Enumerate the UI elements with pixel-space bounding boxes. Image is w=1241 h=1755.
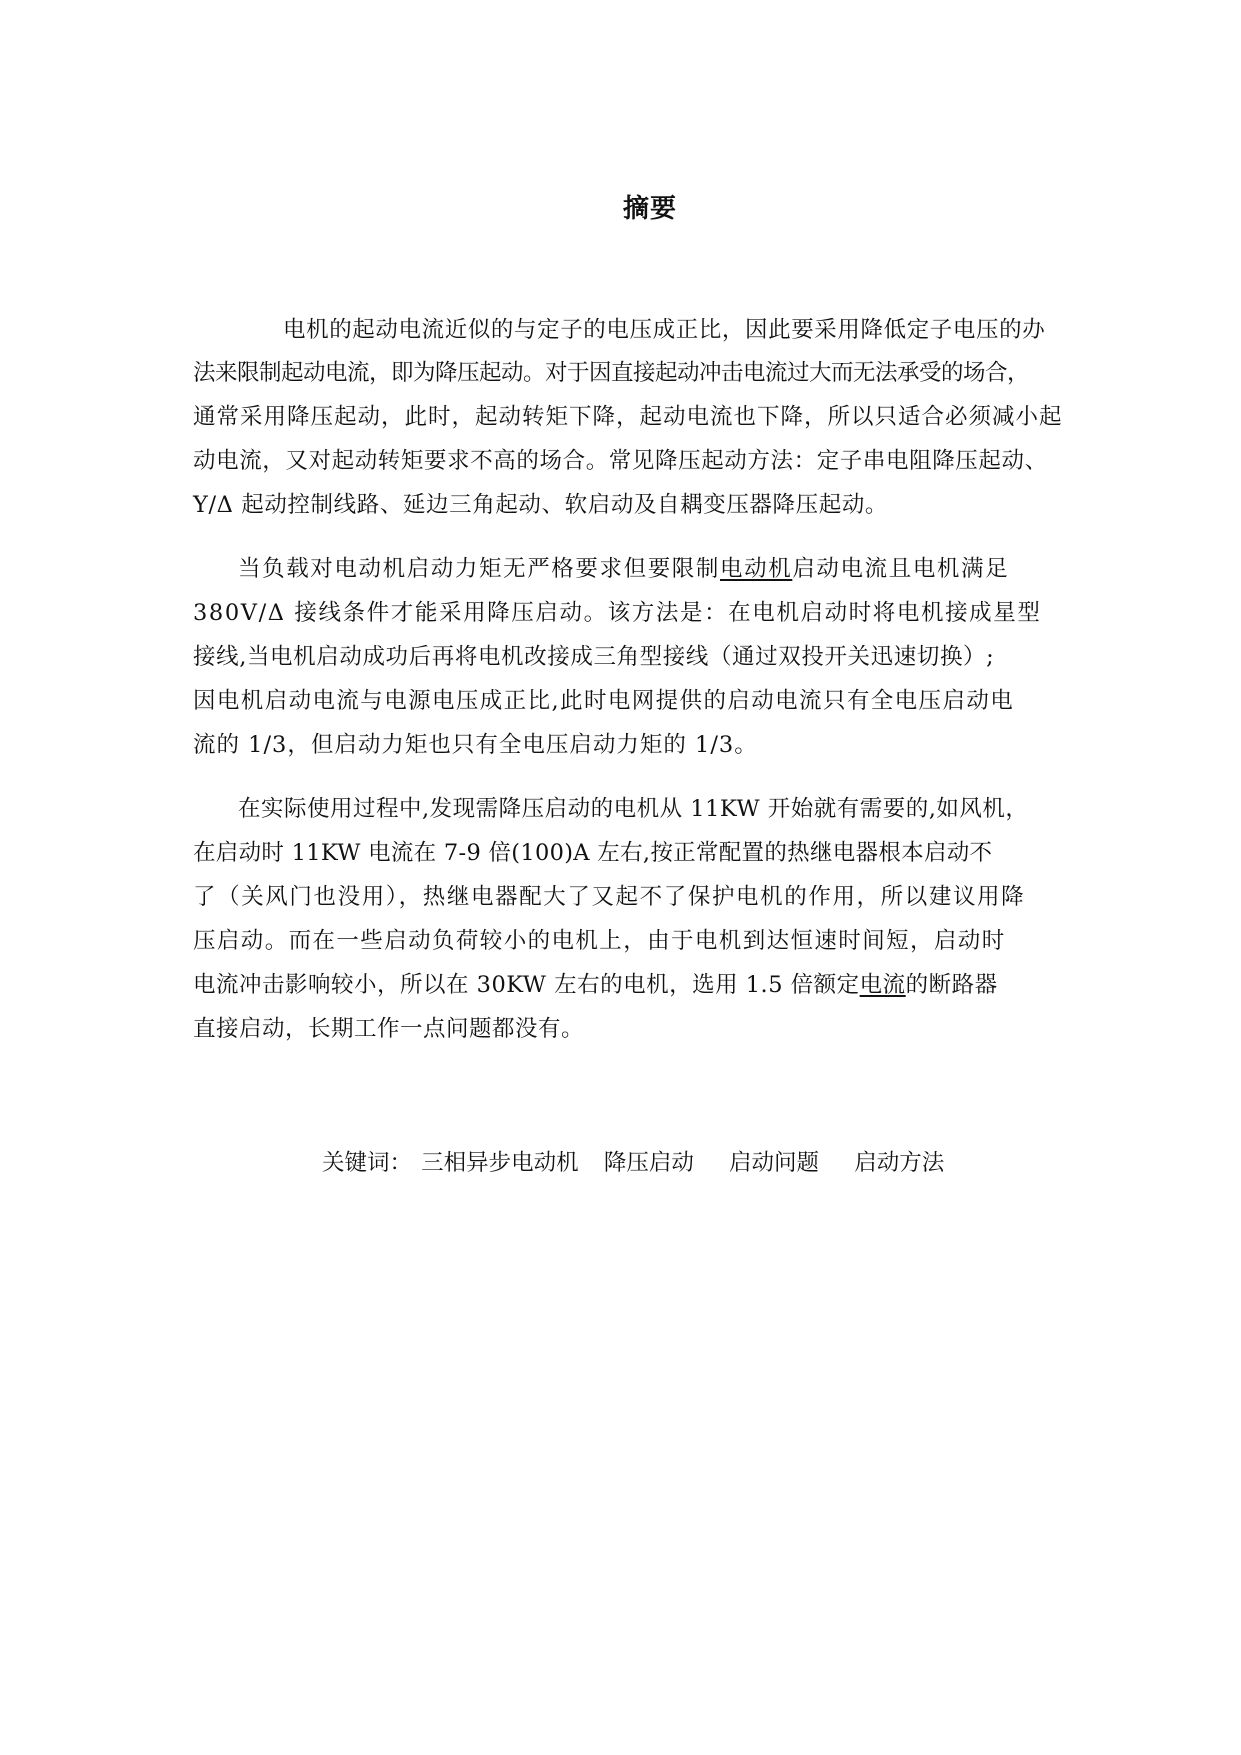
electric-motor-link[interactable]: 电动机 bbox=[720, 556, 793, 582]
paragraph-2-line-3: 接线,当电机启动成功后再将电机改接成三角型接线（通过双投开关迅速切换）; bbox=[193, 644, 995, 670]
paragraph-1-line-5: Y/Δ 起动控制线路、延边三角起动、软启动及自耦变压器降压起动。 bbox=[193, 492, 889, 518]
paragraph-1-line-4: 动电流，又对起动转矩要求不高的场合。常见降压起动方法：定子串电阻降压起动、 bbox=[193, 448, 1048, 474]
paragraph-3-line-2: 在启动时 11KW 电流在 7-9 倍(100)A 左右,按正常配置的热继电器根本启动不 bbox=[193, 840, 993, 866]
page-title: 摘要 bbox=[622, 194, 677, 224]
paragraph-2-line-1 bbox=[238, 554, 1009, 584]
keywords-label: 关键词： bbox=[322, 1150, 413, 1176]
paragraph-3-text: 的断路器 bbox=[905, 972, 998, 998]
paragraph-2-text: 当负载对电动机启动力矩无严格要求但要限制 bbox=[238, 556, 721, 582]
paragraph-3-line-5 bbox=[193, 970, 998, 1000]
paragraph-2-line-4: 因电机启动电流与电源电压成正比,此时电网提供的启动电流只有全电压启动电 bbox=[193, 688, 1015, 714]
paragraph-2-text: 启动电流且电机满足 bbox=[792, 556, 1010, 582]
current-link[interactable]: 电流 bbox=[859, 972, 906, 998]
keyword-item: 启动方法 bbox=[854, 1150, 945, 1176]
keyword-item: 三相异步电动机 bbox=[421, 1150, 579, 1176]
paragraph-3-text: 电流冲击影响较小，所以在 30KW 左右的电机，选用 1.5 倍额定 bbox=[193, 972, 860, 998]
paragraph-2-line-2: 380V/Δ 接线条件才能采用降压启动。该方法是：在电机启动时将电机接成星型 bbox=[193, 600, 1042, 626]
paragraph-2-line-5: 流的 1/3，但启动力矩也只有全电压启动力矩的 1/3。 bbox=[193, 732, 758, 758]
paragraph-1-line-2: 法来限制起动电流，即为降压起动。对于因直接起动冲击电流过大而无法承受的场合， bbox=[193, 360, 1030, 386]
keyword-item: 启动问题 bbox=[729, 1150, 820, 1176]
paragraph-3-line-6: 直接启动，长期工作一点问题都没有。 bbox=[193, 1016, 585, 1042]
keyword-item: 降压启动 bbox=[603, 1150, 694, 1176]
paragraph-1-line-1: 电机的起动电流近似的与定子的电压成正比，因此要采用降低定子电压的办 bbox=[283, 317, 1046, 343]
paragraph-3-line-4: 压启动。而在一些启动负荷较小的电机上，由于电机到达恒速时间短，启动时 bbox=[193, 928, 1006, 954]
paragraph-3-line-3: 了（关风门也没用），热继电器配大了又起不了保护电机的作用，所以建议用降 bbox=[193, 884, 1026, 910]
paragraph-3-line-1: 在实际使用过程中,发现需降压启动的电机从 11KW 开始就有需要的,如风机， bbox=[238, 796, 1029, 822]
paragraph-1-line-3: 通常采用降压起动，此时，起动转矩下降，起动电流也下降，所以只适合必须减小起 bbox=[193, 404, 1063, 430]
keywords-line bbox=[322, 1145, 962, 1177]
